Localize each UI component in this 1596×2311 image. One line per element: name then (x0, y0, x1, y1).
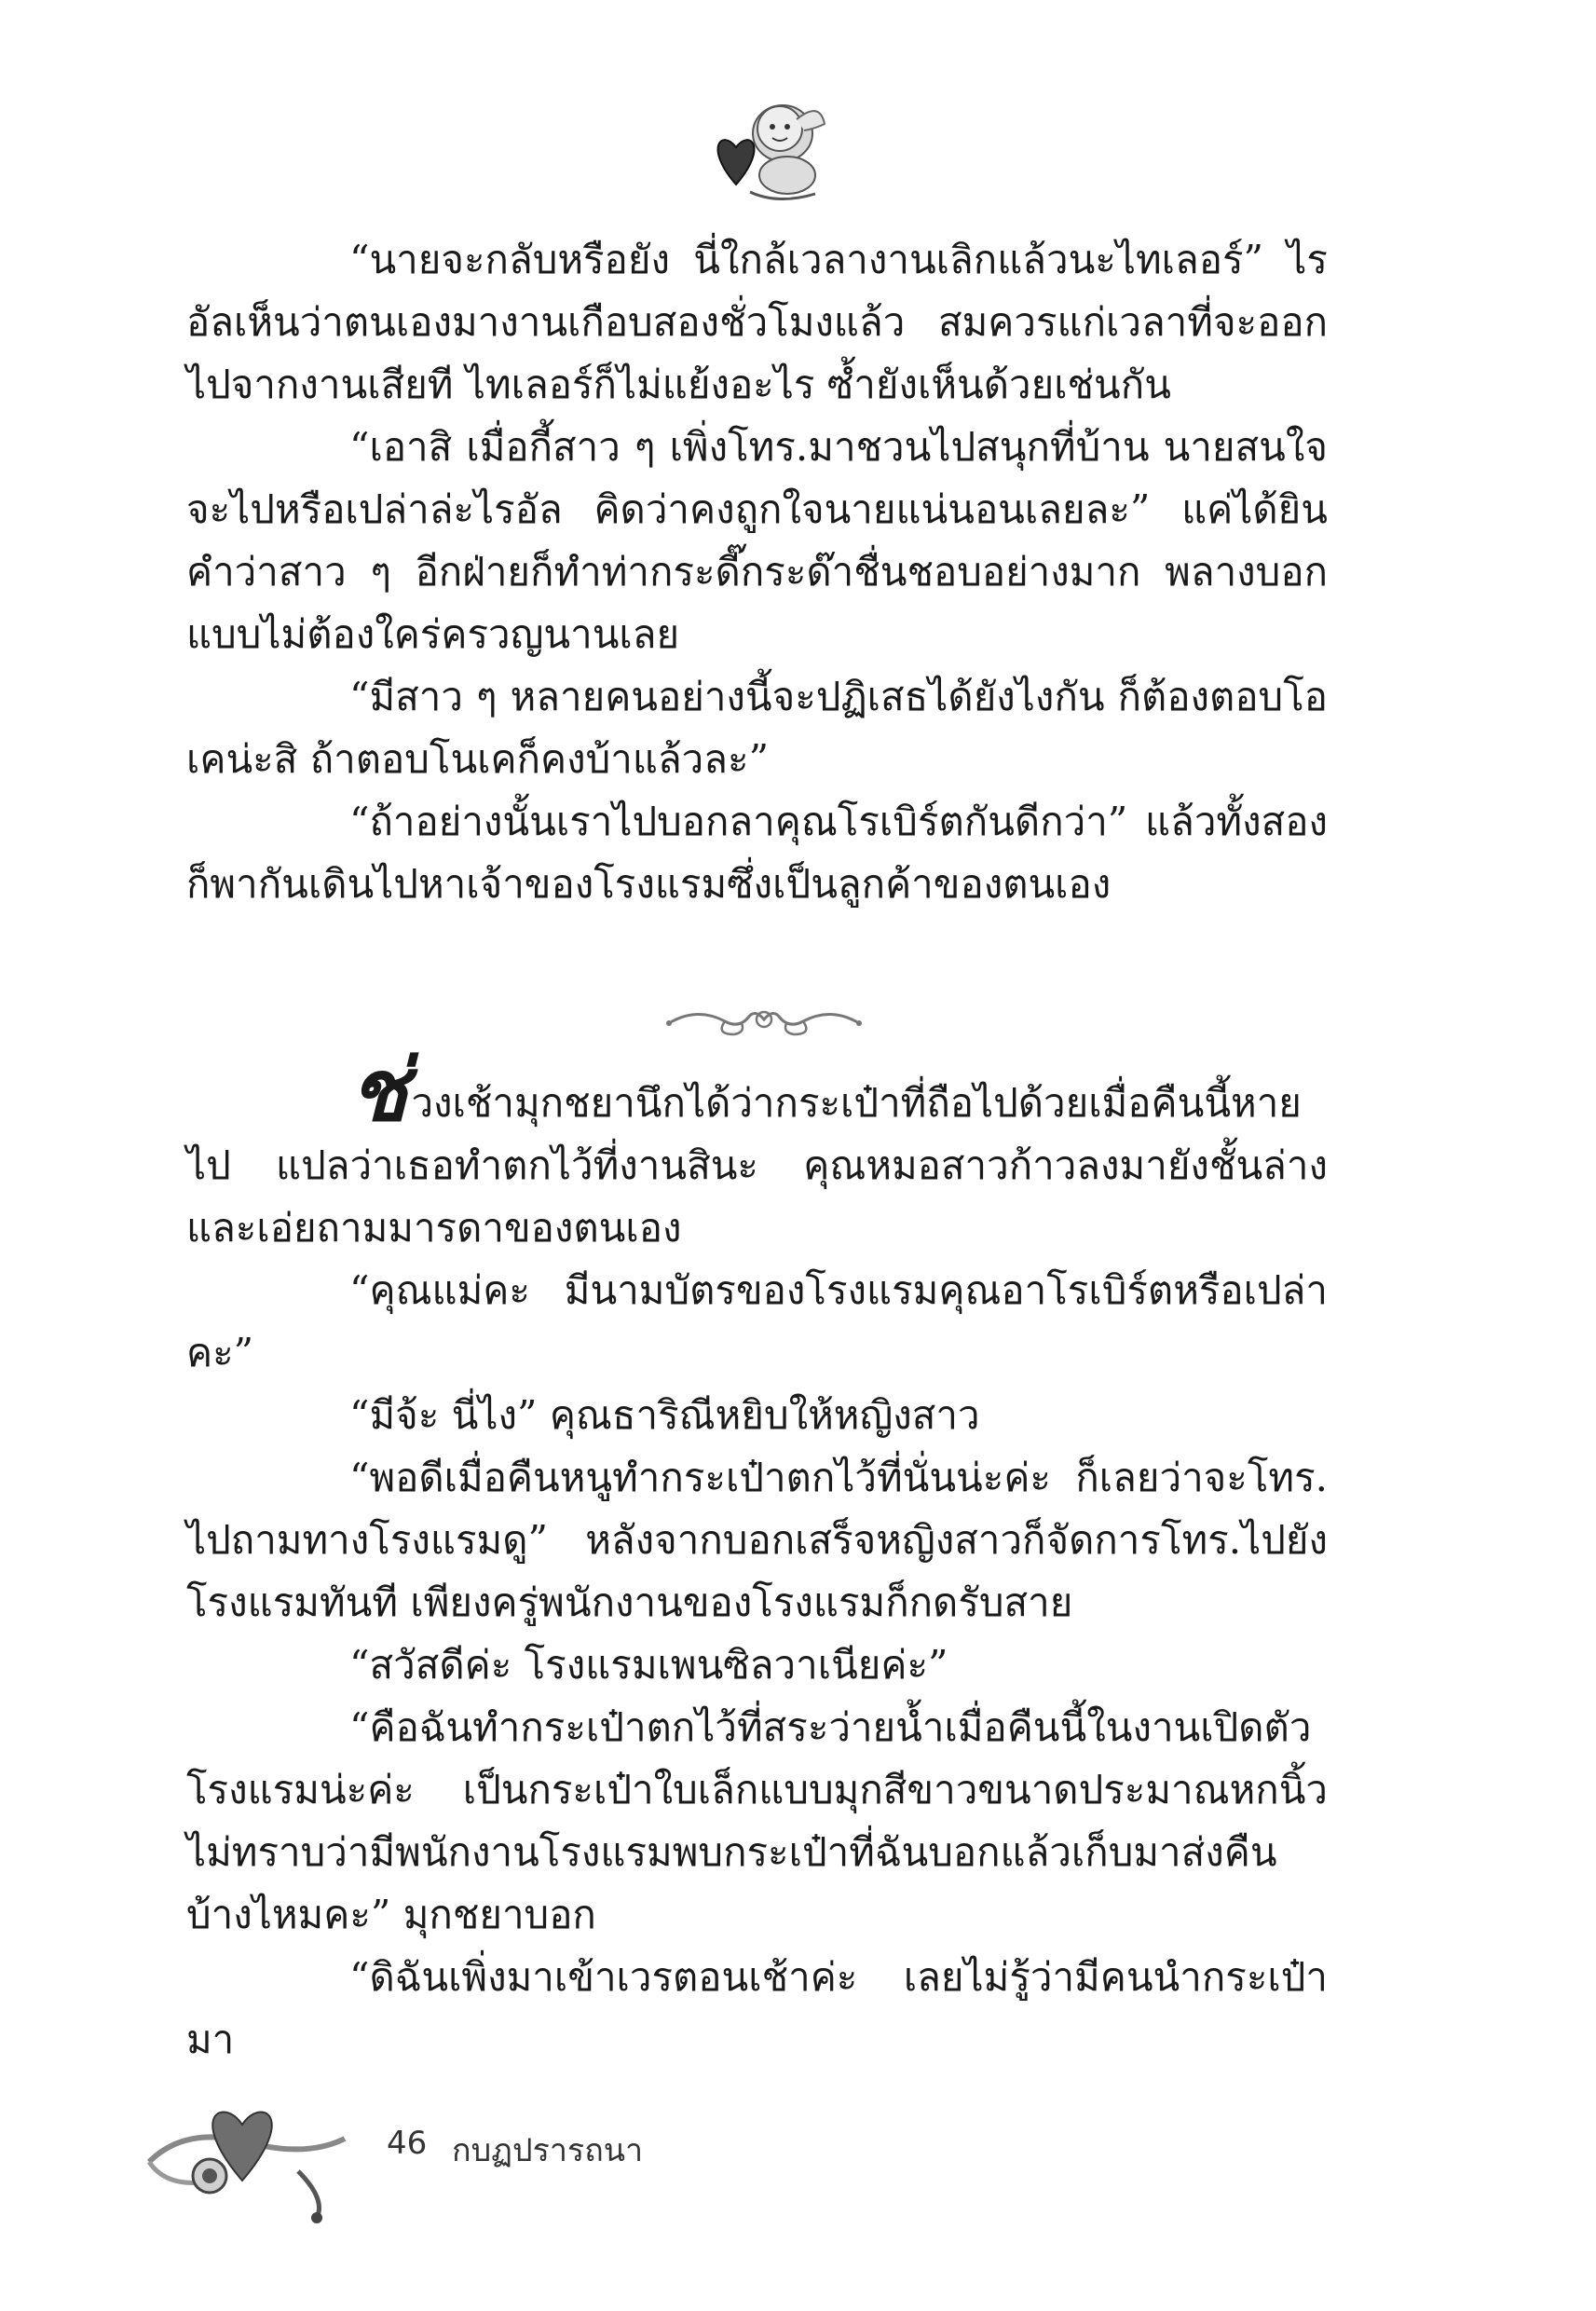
paragraph: “มีจ้ะ นี่ไง” คุณธาริณีหยิบให้หญิงสาว (349, 1392, 980, 1438)
paragraph: “คุณแม่คะ มีนามบัตรของโรงแรมคุณอาโรเบิร์ตหรือเปล่าคะ” (186, 1267, 1328, 1375)
paragraph-text: วงเช้ามุกชยานึกได้ว่ากระเป๋าที่ถือไปด้วยเมื่อคืนนี้หายไป แปลว่าเธอทำตกไว้ที่งานสินะ คุณหมอสาวก้าวลงมายังชั้นล่างและเอ่ยถามมารดาของตนเอง (186, 1080, 1328, 1251)
paragraph: “ดิฉันเพิ่งมาเข้าเวรตอนเช้าค่ะ เลยไม่รู้ว่ามีคนนำกระเป๋ามา (186, 1954, 1328, 2062)
paragraph: “พอดีเมื่อคืนหนูทำกระเป๋าตกไว้ที่นั่นน่ะค่ะ ก็เลยว่าจะโทร. ไปถามทางโรงแรมดู” หลังจากบอกเสร็จหญิงสาวก็จัดการโทร.ไปยังโรงแรมทันที เพียงครู่พนักงานของโรงแรมก็กดรับสาย (186, 1455, 1328, 1625)
paragraph: “คือฉันทำกระเป๋าตกไว้ที่สระว่ายน้ำเมื่อคืนนี้ในงานเปิดตัวโรงแรมน่ะค่ะ เป็นกระเป๋าใบเล็กแบบมุกสีขาวขนาดประมาณหกนิ้ว ไม่ทราบว่ามีพนักงานโรงแรมพบกระเป๋าที่ฉันบอกแล้วเก็บมาส่งคืนบ้างไหมคะ” มุกชยาบอก (186, 1704, 1328, 1937)
paragraph: “ถ้าอย่างนั้นเราไปบอกลาคุณโรเบิร์ตกันดีกว่า” แล้วทั้งสองก็พากันเดินไปหาเจ้าของโรงแรมซึ่งเป็นลูกค้าของตนเอง (186, 799, 1328, 907)
heart-stethoscope-icon (130, 2087, 363, 2227)
book-title: กบฏปรารถนา (452, 2132, 644, 2169)
opening-paragraph (186, 1040, 1328, 1259)
paragraph: “เอาสิ เมื่อกี้สาว ๆ เพิ่งโทร.มาชวนไปสนุกที่บ้าน นายสนใจจะไปหรือเปล่าล่ะไรอัล คิดว่าคงถูกใจนายแน่นอนเลยละ” แค่ได้ยินคำว่าสาว ๆ อีกฝ่ายก็ทำท่ากระดี๊กระด๊าชื่นชอบอย่างมาก พลางบอกแบบไม่ต้องใคร่ครวญนานเลย (186, 424, 1328, 657)
paragraph: “นายจะกลับหรือยัง นี่ใกล้เวลางานเลิกแล้วนะไทเลอร์” ไรอัลเห็นว่าตนเองมางานเกือบสองชั่วโมงแล้ว สมควรแก่เวลาที่จะออกไปจากงานเสียที ไทเลอร์ก็ไม่แย้งอะไร ซ้ำยังเห็นด้วยเช่นกัน (186, 237, 1328, 407)
page-footer (130, 2087, 783, 2227)
drop-cap: ช่ (349, 1040, 408, 1141)
paragraph: “มีสาว ๆ หลายคนอย่างนี้จะปฏิเสธได้ยังไงกัน ก็ต้องตอบโอเคน่ะสิ ถ้าตอบโนเคก็คงบ้าแล้วละ” (186, 674, 1328, 782)
page-number: 46 (387, 2125, 428, 2162)
section-2-text (186, 1040, 1328, 2071)
ornamental-flourish-divider (660, 997, 868, 1042)
cupid-holding-heart-icon (694, 82, 834, 212)
paragraph: “สวัสดีค่ะ โรงแรมเพนซิลวาเนียค่ะ” (349, 1642, 948, 1688)
section-1-text (186, 228, 1328, 915)
